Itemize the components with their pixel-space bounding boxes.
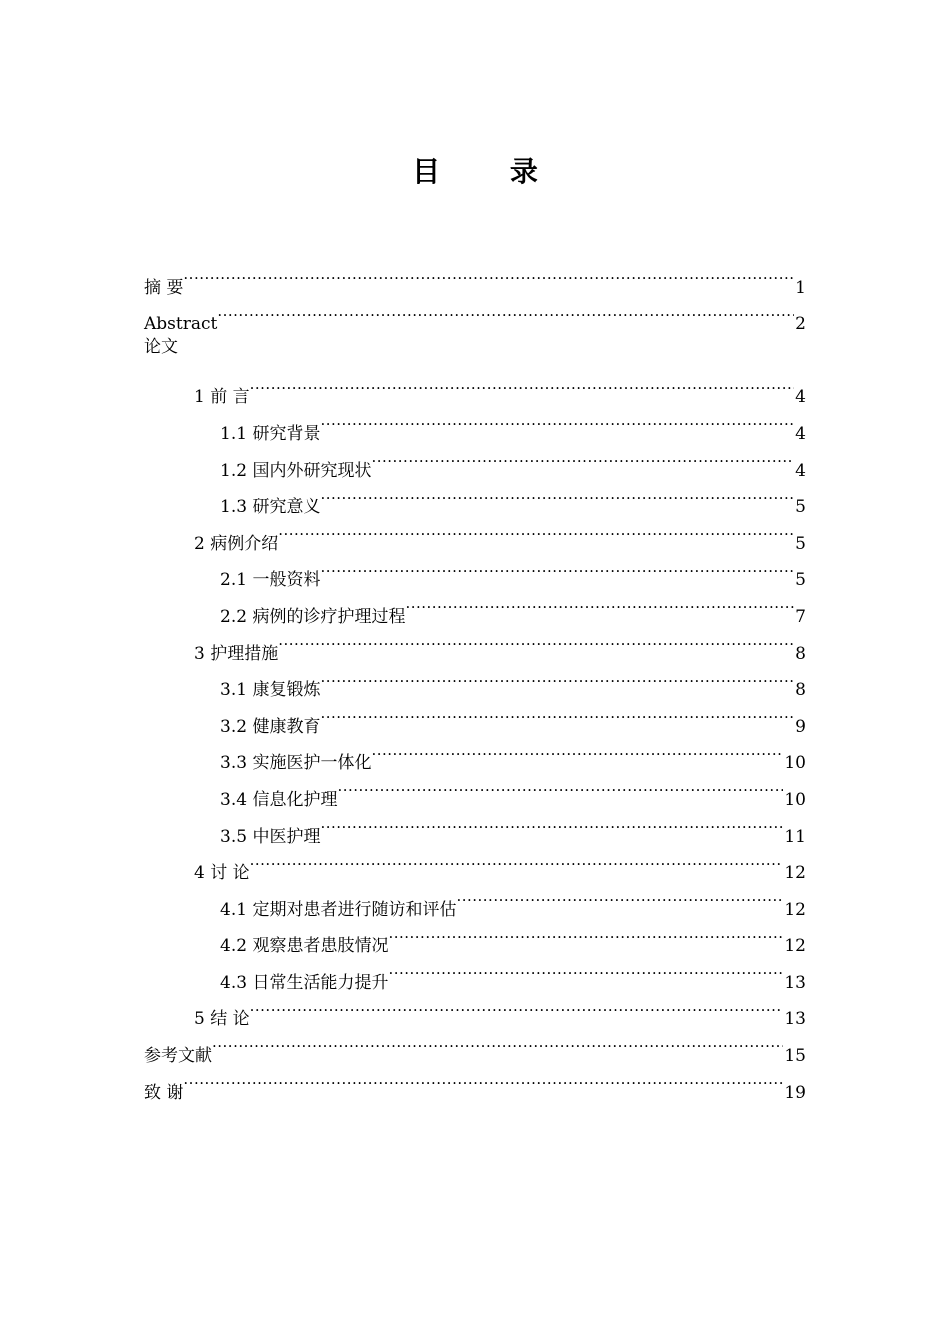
toc-dot-leader: [250, 366, 795, 403]
toc-dot-leader: [183, 1061, 783, 1098]
toc-entry-page: 13: [784, 972, 806, 993]
toc-entry-label: 4 讨 论: [194, 863, 250, 884]
toc-dot-leader: [337, 768, 783, 805]
toc-dot-leader: [278, 512, 794, 549]
toc-entry-label: 1.1 研究背景: [220, 423, 321, 444]
toc-dot-leader: [250, 842, 784, 879]
toc-dot-leader: [320, 476, 794, 513]
toc-entry-page: 19: [784, 1082, 806, 1103]
toc-entry-label: 3.4 信息化护理: [220, 789, 338, 810]
toc-dot-leader: [250, 988, 784, 1025]
toc-dot-leader: [405, 585, 794, 622]
toc-entry-label: 4.3 日常生活能力提升: [220, 972, 389, 993]
toc-dot-leader: [183, 256, 794, 293]
toc-entry-label: 1.3 研究意义: [220, 497, 321, 518]
toc-dot-leader: [212, 1024, 783, 1061]
toc-entry-page: 12: [784, 899, 806, 920]
toc-entry-page: 8: [795, 643, 806, 664]
toc-entry-label: 2.2 病例的诊疗护理过程: [220, 606, 406, 627]
toc-dot-leader: [320, 659, 794, 696]
toc-dot-leader: [388, 951, 783, 988]
toc-entry-page: 2: [795, 314, 806, 335]
toc-dot-leader: [320, 549, 794, 586]
toc-entry-label: Abstract: [144, 314, 218, 335]
toc-entry-label: 3.5 中医护理: [220, 826, 321, 847]
toc-entry-label: 摘 要: [144, 277, 184, 298]
toc-entry[interactable]: [144, 1024, 806, 1067]
toc-entry-page: 15: [784, 1046, 806, 1067]
toc-dot-leader: [320, 695, 794, 732]
table-of-contents: [144, 256, 806, 1103]
toc-entry-label: 3.1 康复锻炼: [220, 680, 321, 701]
toc-entry-label: 2 病例介绍: [194, 533, 279, 554]
toc-dot-leader: [371, 732, 783, 769]
toc-entry[interactable]: [144, 1061, 806, 1103]
toc-entry-label: 2.1 一般资料: [220, 570, 321, 591]
toc-entry-label: 4.2 观察患者患肢情况: [220, 936, 389, 957]
toc-dot-leader: [278, 622, 794, 659]
toc-entry-page: 4: [795, 460, 806, 481]
toc-dot-leader: [320, 805, 783, 842]
toc-entry-label: 致 谢: [144, 1082, 184, 1103]
toc-title: 目 录: [412, 155, 568, 188]
toc-entry-label: 4.1 定期对患者进行随访和评估: [220, 899, 457, 920]
toc-dot-leader: [456, 878, 783, 915]
toc-entry[interactable]: [144, 293, 806, 335]
toc-entry[interactable]: [144, 366, 806, 408]
toc-entry-label: 3.2 健康教育: [220, 716, 321, 737]
toc-entry-label: 1.2 国内外研究现状: [220, 460, 372, 481]
toc-entry-page: 5: [795, 497, 806, 518]
toc-entry-page: 4: [795, 387, 806, 408]
toc-entry-label: 3.3 实施医护一体化: [220, 753, 372, 774]
toc-entry-label: 3 护理措施: [194, 643, 279, 664]
toc-entry-label: 论文: [144, 337, 178, 358]
toc-entry-page: 10: [784, 753, 806, 774]
toc-entry-page: 10: [784, 789, 806, 810]
toc-entry-page: 8: [795, 680, 806, 701]
toc-entry-page: 13: [784, 1009, 806, 1030]
toc-entry-page: 4: [795, 423, 806, 444]
toc-dot-leader: [217, 293, 794, 330]
toc-entry-page: 7: [795, 606, 806, 627]
toc-entry-page: 5: [795, 570, 806, 591]
toc-entry-page: 9: [795, 716, 806, 737]
toc-entry-page: 12: [784, 863, 806, 884]
toc-entry-page: 12: [784, 936, 806, 957]
toc-entry-label: 参考文献: [144, 1046, 212, 1067]
toc-entry-label: 1 前 言: [194, 387, 250, 408]
toc-dot-leader: [371, 439, 794, 476]
toc-entry-label: 5 结 论: [194, 1009, 250, 1030]
toc-entry-page: 11: [784, 826, 806, 847]
toc-dot-leader: [320, 402, 794, 439]
toc-entry-page: 5: [795, 533, 806, 554]
toc-dot-leader: [388, 915, 783, 952]
toc-entry: [144, 329, 806, 366]
toc-entry[interactable]: [144, 256, 806, 298]
toc-entry-page: 1: [795, 277, 806, 298]
